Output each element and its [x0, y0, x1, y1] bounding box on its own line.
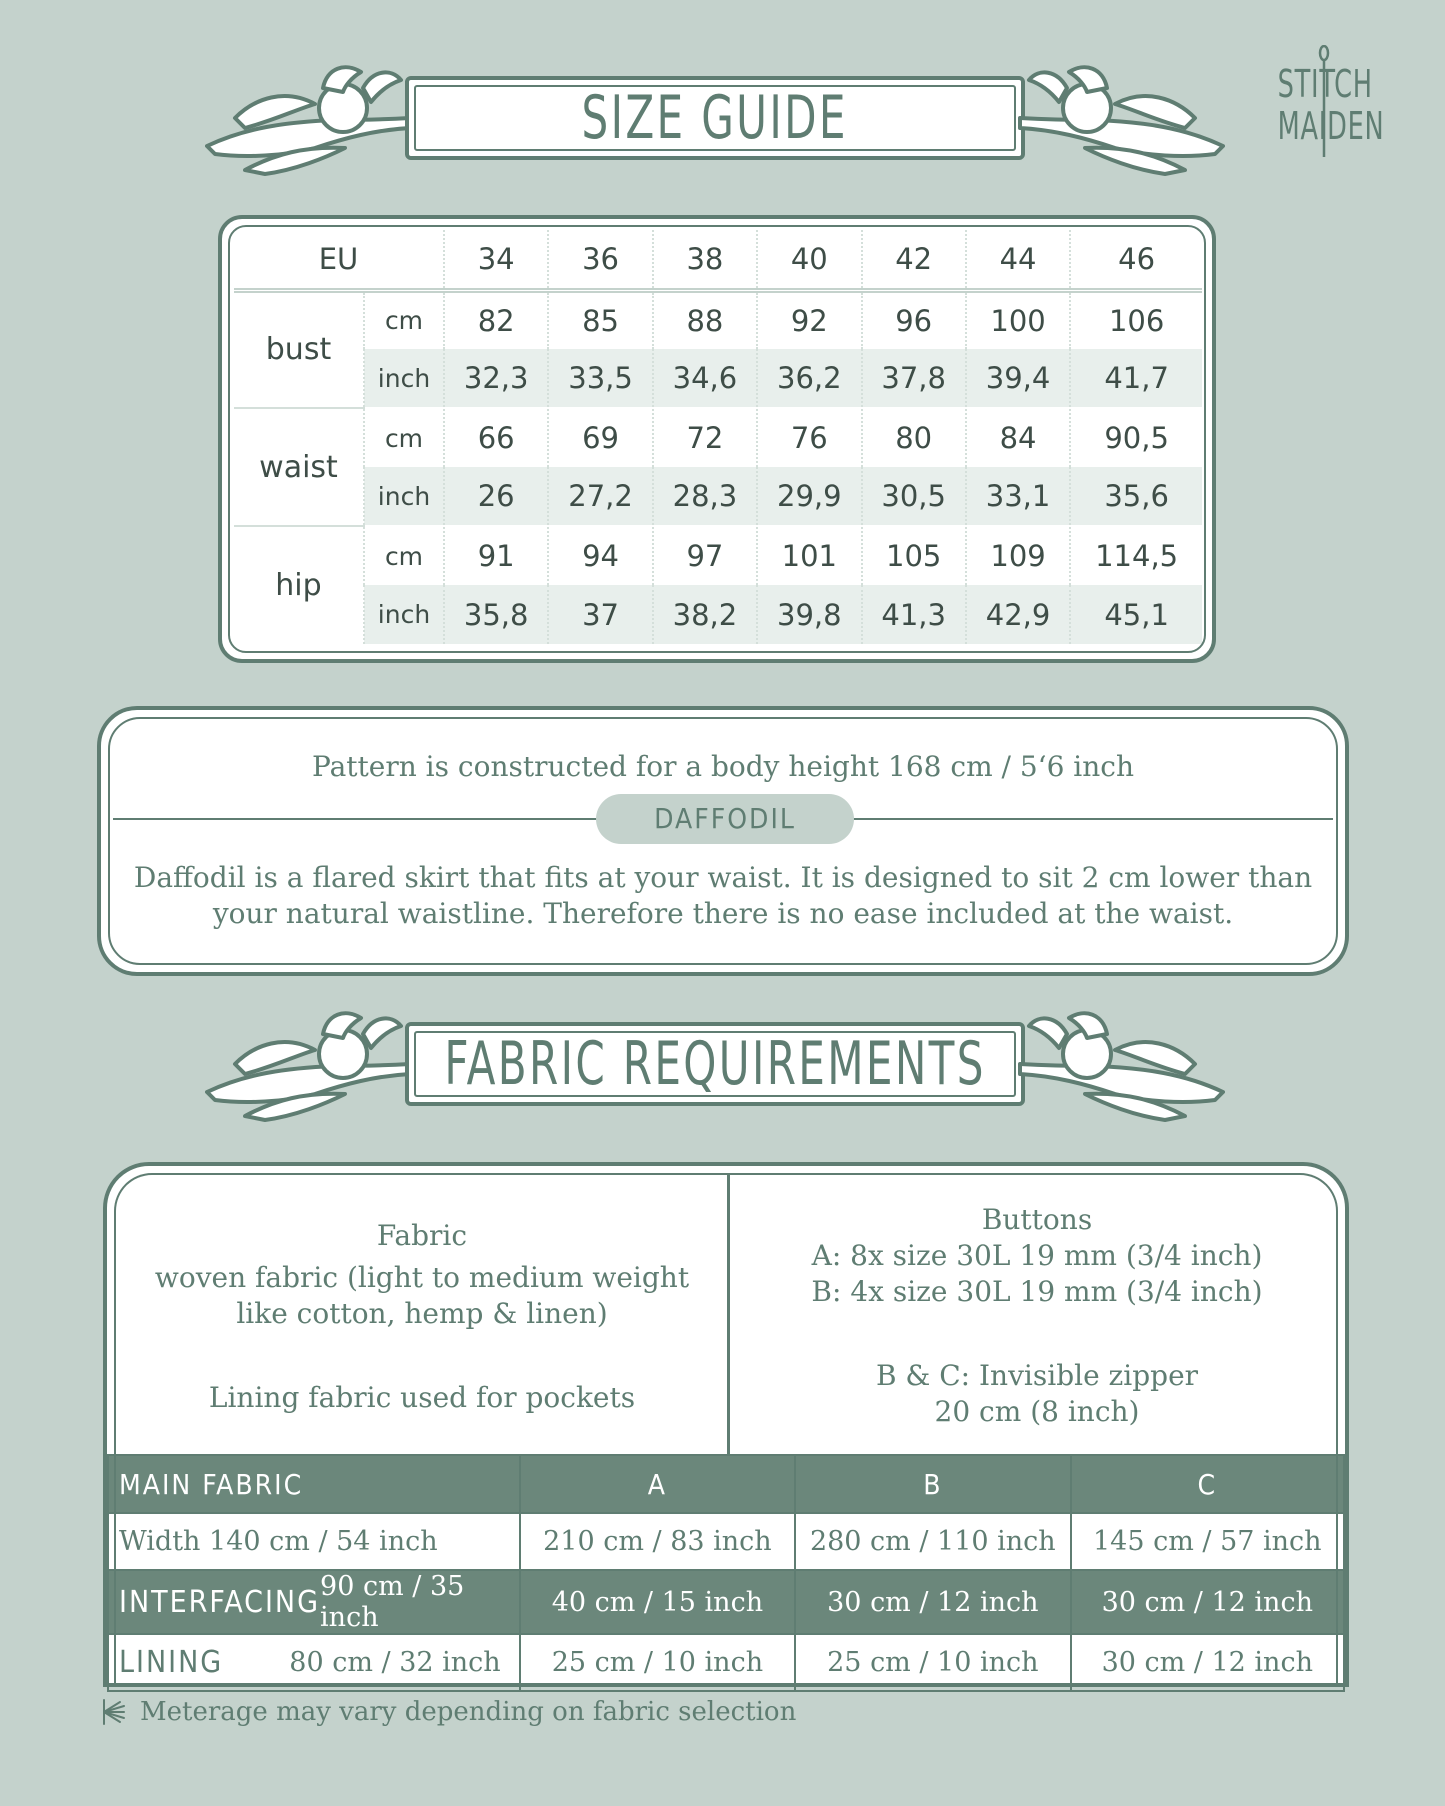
fabric-requirements-title: FABRIC REQUIREMENTS: [444, 1029, 986, 1099]
cell: 114,5: [1070, 526, 1202, 585]
lining-label-cell: [108, 1634, 520, 1691]
cell: 34,6: [653, 349, 757, 408]
cell: 25 cm / 10 inch: [795, 1634, 1070, 1691]
header-main-fabric: MAIN FABRIC: [108, 1455, 520, 1513]
lining-label: LINING: [119, 1645, 224, 1680]
fabric-line: like cotton, hemp & linen): [236, 1297, 608, 1330]
table-row-hip-cm: [234, 526, 1202, 585]
cell: 29,9: [757, 467, 861, 526]
cell: 35,6: [1070, 467, 1202, 526]
pattern-info-box: [97, 706, 1349, 976]
lining-width: 80 cm / 32 inch: [289, 1647, 501, 1678]
interfacing-label-cell: [108, 1570, 520, 1634]
cell: 100: [966, 290, 1070, 349]
cell: 45,1: [1070, 585, 1202, 644]
cell: 25 cm / 10 inch: [520, 1634, 795, 1691]
table-row-main-fabric: [108, 1513, 1344, 1570]
table-row-waist-inch: [234, 467, 1202, 526]
unit-cm: cm: [364, 290, 444, 349]
cell: 101: [757, 526, 861, 585]
row-label-waist: waist: [234, 408, 364, 526]
flower-ornament-icon: [205, 58, 415, 178]
header-size: 42: [862, 230, 966, 290]
cell: 32,3: [444, 349, 548, 408]
cell: 82: [444, 290, 548, 349]
footnote-text: Meterage may vary depending on fabric selection: [140, 1697, 797, 1727]
header-size: 40: [757, 230, 861, 290]
pattern-name-badge: DAFFODIL: [596, 794, 854, 844]
cell: 91: [444, 526, 548, 585]
cell: 39,4: [966, 349, 1070, 408]
header-view-b: B: [795, 1455, 1070, 1513]
cell: 97: [653, 526, 757, 585]
header-eu: EU: [234, 230, 444, 290]
zipper-line: 20 cm (8 inch): [934, 1395, 1140, 1428]
fabric-column: [127, 1218, 717, 1416]
header-size: 34: [444, 230, 548, 290]
header-view-a: A: [520, 1455, 795, 1513]
description-line: Daffodil is a flared skirt that fits at your waist. It is designed to sit 2 cm lower than: [133, 861, 1313, 894]
fabric-requirements-box: [103, 1162, 1349, 1687]
header-view-c: C: [1071, 1455, 1344, 1513]
lining-note: Lining fabric used for pockets: [208, 1381, 636, 1414]
fabric-heading: Fabric: [376, 1219, 468, 1252]
table-row-waist-cm: [234, 408, 1202, 467]
cell: 40 cm / 15 inch: [520, 1570, 795, 1634]
cell: 105: [862, 526, 966, 585]
cell: 109: [966, 526, 1070, 585]
sprig-icon: [100, 1698, 126, 1726]
header-size: 36: [548, 230, 652, 290]
cell: 41,7: [1070, 349, 1202, 408]
cell: 39,8: [757, 585, 861, 644]
table-header-row: [108, 1455, 1344, 1513]
cell: 280 cm / 110 inch: [795, 1513, 1070, 1570]
flower-ornament-icon: [205, 1004, 415, 1124]
buttons-line: B: 4x size 30L 19 mm (3/4 inch): [811, 1275, 1263, 1308]
unit-inch: inch: [364, 467, 444, 526]
cell: 35,8: [444, 585, 548, 644]
zipper-line: B & C: Invisible zipper: [875, 1359, 1199, 1392]
cell: 72: [653, 408, 757, 467]
interfacing-width: 90 cm / 35 inch: [320, 1571, 465, 1633]
cell: 69: [548, 408, 652, 467]
flower-ornament-icon: [1015, 58, 1225, 178]
cell: 41,3: [862, 585, 966, 644]
unit-cm: cm: [364, 408, 444, 467]
buttons-line: A: 8x size 30L 19 mm (3/4 inch): [811, 1239, 1263, 1272]
notions-column: [737, 1202, 1337, 1430]
row-label-hip: hip: [234, 526, 364, 644]
header-size: 44: [966, 230, 1070, 290]
fabric-requirements-table: [107, 1454, 1345, 1692]
stitch-maiden-logo: [1262, 45, 1387, 165]
cell: 42,9: [966, 585, 1070, 644]
cell: 30 cm / 12 inch: [1071, 1634, 1344, 1691]
header-size: 46: [1070, 230, 1202, 290]
header-size: 38: [653, 230, 757, 290]
size-table: [234, 230, 1202, 644]
fabric-line: woven fabric (light to medium weight: [154, 1261, 690, 1294]
size-guide-title-plaque: [405, 76, 1025, 160]
main-fabric-width: Width 140 cm / 54 inch: [108, 1513, 520, 1570]
interfacing-label: INTERFACING: [119, 1584, 321, 1620]
table-row-hip-inch: [234, 585, 1202, 644]
unit-inch: inch: [364, 585, 444, 644]
pattern-description: [131, 860, 1315, 932]
cell: 26: [444, 467, 548, 526]
logo-line1: STITCH: [1277, 62, 1373, 106]
cell: 38,2: [653, 585, 757, 644]
cell: 106: [1070, 290, 1202, 349]
size-table-frame: [218, 215, 1216, 663]
cell: 37: [548, 585, 652, 644]
column-divider: [727, 1174, 730, 1464]
cell: 80: [862, 408, 966, 467]
flower-ornament-icon: [1015, 1004, 1225, 1124]
cell: 210 cm / 83 inch: [520, 1513, 795, 1570]
body-height-note: Pattern is constructed for a body height 168 cm / 5‘6 inch: [312, 750, 1134, 783]
cell: 84: [966, 408, 1070, 467]
size-table-header: [234, 230, 1202, 290]
size-guide-title: SIZE GUIDE: [581, 83, 849, 153]
cell: 28,3: [653, 467, 757, 526]
table-row-lining: [108, 1634, 1344, 1691]
cell: 30 cm / 12 inch: [1071, 1570, 1344, 1634]
cell: 66: [444, 408, 548, 467]
cell: 36,2: [757, 349, 861, 408]
table-row-bust-inch: [234, 349, 1202, 408]
unit-inch: inch: [364, 349, 444, 408]
cell: 96: [862, 290, 966, 349]
cell: 33,5: [548, 349, 652, 408]
cell: 94: [548, 526, 652, 585]
cell: 90,5: [1070, 408, 1202, 467]
description-line: your natural waistline. Therefore there is no ease included at the waist.: [212, 897, 1234, 930]
cell: 33,1: [966, 467, 1070, 526]
cell: 30,5: [862, 467, 966, 526]
logo-line2: MAIDEN: [1277, 104, 1385, 148]
table-row-interfacing: [108, 1570, 1344, 1634]
cell: 30 cm / 12 inch: [795, 1570, 1070, 1634]
row-label-bust: bust: [234, 290, 364, 408]
table-row-bust-cm: [234, 290, 1202, 349]
unit-cm: cm: [364, 526, 444, 585]
cell: 85: [548, 290, 652, 349]
cell: 145 cm / 57 inch: [1071, 1513, 1344, 1570]
cell: 92: [757, 290, 861, 349]
fabric-requirements-title-plaque: [405, 1022, 1025, 1106]
cell: 27,2: [548, 467, 652, 526]
cell: 37,8: [862, 349, 966, 408]
cell: 88: [653, 290, 757, 349]
size-guide-banner: [205, 58, 1225, 178]
fabric-requirements-banner: [205, 1004, 1225, 1124]
buttons-heading: Buttons: [981, 1203, 1093, 1236]
footnote: [100, 1697, 796, 1727]
cell: 76: [757, 408, 861, 467]
